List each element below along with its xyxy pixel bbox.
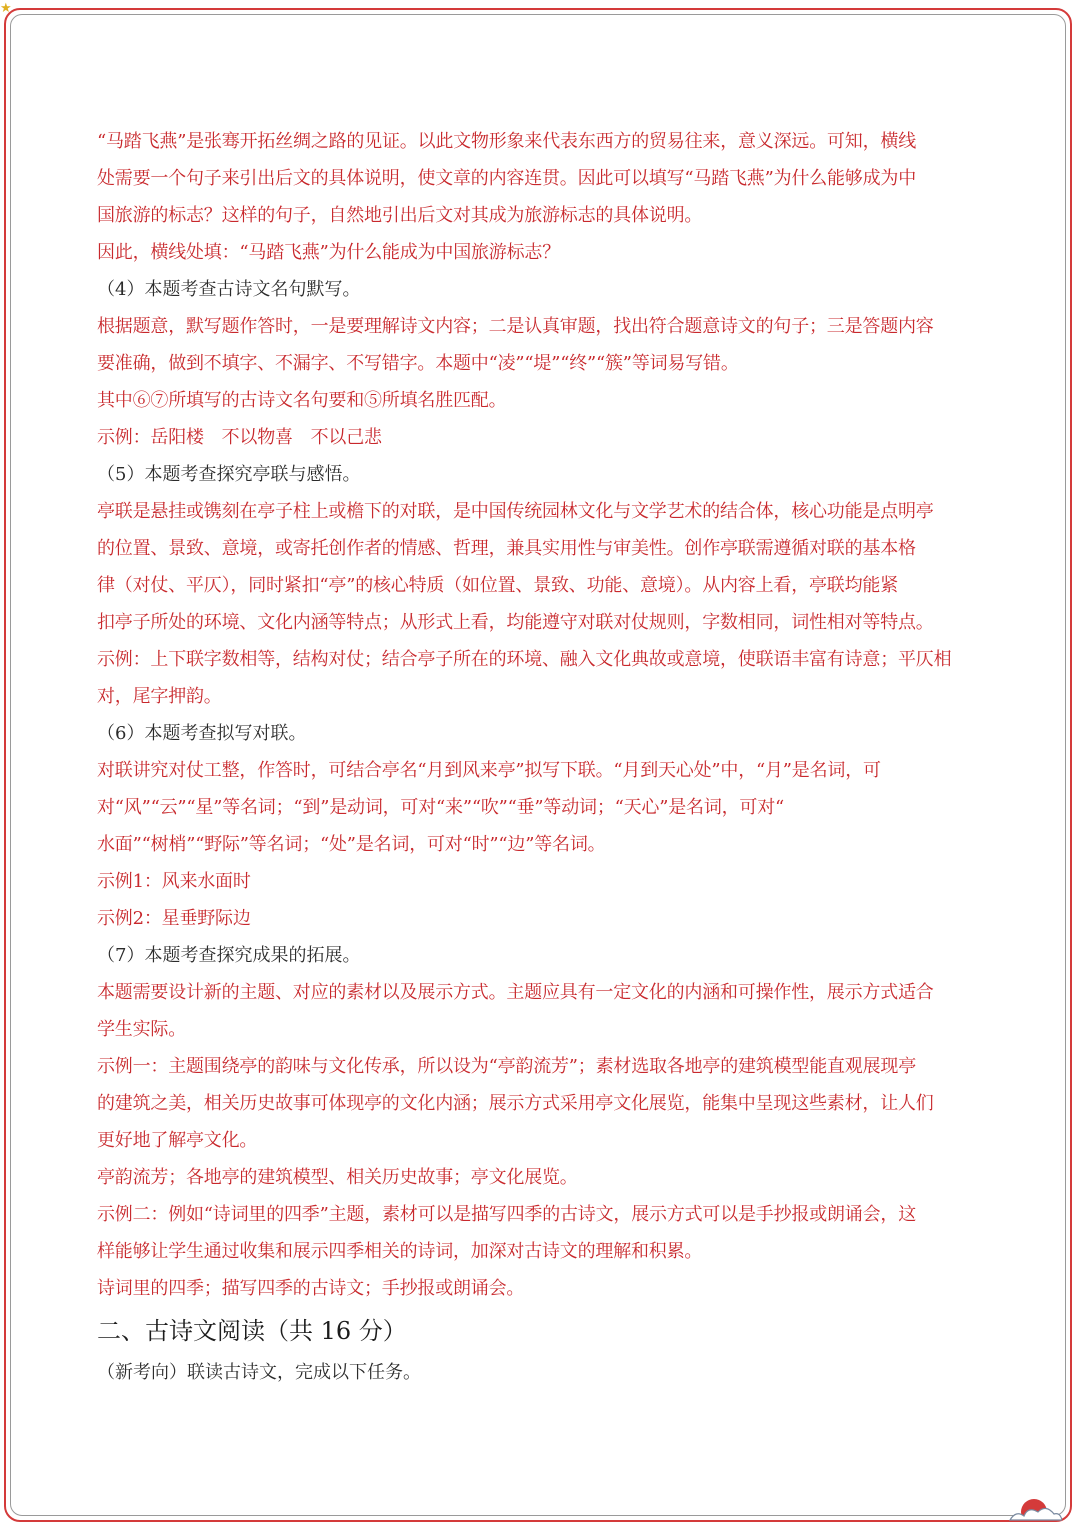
text-line: 亭韵流芳；各地亭的建筑模型、相关历史故事；亭文化展览。 [97, 1167, 578, 1188]
text-line: 根据题意，默写题作答时，一是要理解诗文内容；二是认真审题，找出符合题意诗文的句子；三是答题内容 [97, 316, 934, 337]
text-line: 学生实际。 [97, 1019, 186, 1040]
text-line: 示例一：主题围绕亭的韵味与文化传承，所以设为“亭韵流芳”；素材选取各地亭的建筑模型能直观展现亭 [97, 1056, 916, 1077]
text-line: 律（对仗、平仄），同时紧扣“亭”的核心特质（如位置、景致、功能、意境）。从内容上看，亭联均能紧 [97, 575, 898, 596]
text-line: 示例2：星垂野际边 [97, 908, 251, 929]
text-line: 其中⑥⑦所填写的古诗文名句要和⑤所填名胜匹配。 [97, 390, 507, 411]
document-body [97, 123, 985, 1393]
text-line: 对，尾字押韵。 [97, 686, 222, 707]
text-line: 示例1：风来水面时 [97, 871, 251, 892]
text-line: 的建筑之美，相关历史故事可体现亭的文化内涵；展示方式采用亭文化展览，能集中呈现这些素材，让人们 [97, 1093, 934, 1114]
text-line: 更好地了解亭文化。 [97, 1130, 258, 1151]
text-line: 国旅游的标志？这样的句子，自然地引出后文对其成为旅游标志的具体说明。 [97, 205, 703, 226]
section-heading: 二、古诗文阅读（共 16 分） [97, 1317, 407, 1345]
text-line: 要准确，做到不填字、不漏字、不写错字。本题中“凌”“堤”“终”“簇”等词易写错。 [97, 353, 739, 374]
text-line: 扣亭子所处的环境、文化内涵等特点；从形式上看，均能遵守对联对仗规则，字数相同，词性相对等特点。 [97, 612, 934, 633]
text-line: 的位置、景致、意境，或寄托创作者的情感、哲理，兼具实用性与审美性。创作亭联需遵循对联的基本格 [97, 538, 916, 559]
text-line: “马踏飞燕”是张骞开拓丝绸之路的见证。以此文物形象来代表东西方的贸易往来，意义深远。可知，横线 [97, 131, 916, 152]
star-icon: ★ [0, 1, 12, 16]
text-line: 水面”“树梢”“野际”等名词；“处”是名词，可对“时”“边”等名词。 [97, 834, 606, 855]
text-line: 处需要一个句子来引出后文的具体说明，使文章的内容连贯。因此可以填写“马踏飞燕”为什么能够成为中 [97, 168, 916, 189]
text-line: 亭联是悬挂或镌刻在亭子柱上或檐下的对联，是中国传统园林文化与文学艺术的结合体，核心功能是点明亭 [97, 501, 934, 522]
text-line: 示例：上下联字数相等，结构对仗；结合亭子所在的环境、融入文化典故或意境，使联语丰富有诗意；平仄相 [97, 649, 952, 670]
text-line: 对联讲究对仗工整，作答时，可结合亭名“月到风来亭”拟写下联。“月到天心处”中，“月”是名词，可 [97, 760, 881, 781]
text-line: （4）本题考查古诗文名句默写。 [97, 279, 361, 300]
text-line: （6）本题考查拟写对联。 [97, 723, 307, 744]
answer-explanation [97, 123, 985, 1307]
text-line: 示例二：例如“诗词里的四季”主题，素材可以是描写四季的古诗文，展示方式可以是手抄报或朗诵会，这 [97, 1204, 916, 1225]
sun-cloud-decoration-icon [1006, 1492, 1062, 1522]
text-line: 本题需要设计新的主题、对应的素材以及展示方式。主题应具有一定文化的内涵和可操作性，展示方式适合 [97, 982, 934, 1003]
text-line: 诗词里的四季；描写四季的古诗文；手抄报或朗诵会。 [97, 1278, 525, 1299]
text-line: （7）本题考查探究成果的拓展。 [97, 945, 361, 966]
text-line: 因此，横线处填：“马踏飞燕”为什么能成为中国旅游标志？ [97, 242, 561, 263]
text-line: 对“风”“云”“星”等名词；“到”是动词，可对“来”“吹”“垂”等动词；“天心”是名词，可对“ [97, 797, 785, 818]
text-line: （5）本题考查探究亭联与感悟。 [97, 464, 361, 485]
section-intro: （新考向）联读古诗文，完成以下任务。 [97, 1362, 421, 1383]
text-line: 样能够让学生通过收集和展示四季相关的诗词，加深对古诗文的理解和积累。 [97, 1241, 703, 1262]
text-line: 示例：岳阳楼 不以物喜 不以己悲 [97, 427, 382, 448]
